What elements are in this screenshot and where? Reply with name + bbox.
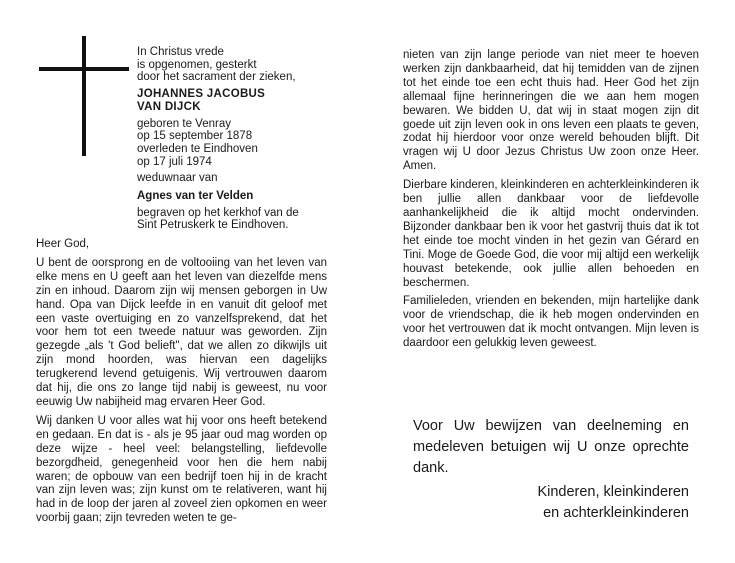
right-card-panel — [376, 0, 735, 563]
birth-line: op 15 september 1878 — [137, 130, 253, 143]
death-line: op 17 juli 1974 — [137, 155, 212, 168]
header-line: door het sacrament der zieken, — [137, 71, 296, 84]
card-header — [137, 46, 377, 232]
paragraph: nieten van zijn lange periode van niet meer te hoeven werken zijn dankbaarheid, dat hij temidden van de zijnen tot het einde toe een echt thuis had. Heer God het zijn allemaal fijne herinneringen die we aan hem mogen bewaren. We bidden U, dat wij in staat mogen zijn dit goede uit zijn leven ook in ons leven een plaats te geven, zodat hij hierdoor voor onze wereld behouden blijft. Dit vragen wij U door Jezus Christus Uw zoon onze Heer. Amen. — [403, 49, 699, 173]
thanks-note: Voor Uw bewijzen van deelneming en medeleven betuigen wij U onze oprechte dank. — [413, 418, 689, 476]
burial-line: Sint Petruskerk te Eindhoven. — [137, 219, 289, 232]
prayer-text — [36, 238, 327, 531]
deceased-name: VAN DIJCK — [137, 100, 201, 113]
prayer-text-continued — [403, 49, 699, 356]
paragraph: Wij danken U voor alles wat hij voor ons heeft betekend en gedaan. En dat is - als je 95 jaar oud mag worden op deze wijze - heel veel: belangstelling, liefdevolle bezorgdheid, genegenheid voor hen die hem nabij waren; de opbouw van een bedrijf toen hij in de kracht van zijn leven was; zijn kunst om te relativeren, want hij had in de loop der jaren al zoveel zien opkomen en weer voorbij gaan; zijn tevreden weten te ge- — [36, 414, 327, 525]
header-line: In Christus vrede — [137, 46, 224, 58]
death-line: overleden te Eindhoven — [137, 142, 258, 155]
spouse-name: Agnes van ter Velden — [137, 190, 254, 203]
birth-line: geboren te Venray — [137, 117, 231, 130]
deceased-name: JOHANNES JACOBUS — [137, 88, 266, 101]
widower-label: weduwnaar van — [137, 172, 218, 185]
salutation: Heer God, — [36, 238, 90, 250]
paragraph: Dierbare kinderen, kleinkinderen en achterkleinkinderen ik ben jullie allen dankbaar voor de liefdevolle aanhankelijkheid die ik altijd mocht ondervinden. Bijzonder dankbaar ben ik voor het gastvrij thuis dat ik tot het einde toe mocht vinden in het gezin van Gérard en Tini. Moge de Goede God, die voor mij altijd een werkelijk houvast betekende, ook jullie allen behoeden en beschermen. — [403, 179, 699, 289]
signature-line: en achterkleinkinderen — [543, 505, 689, 521]
signature-line: Kinderen, kleinkinderen — [537, 484, 689, 500]
paragraph: Familieleden, vrienden en bekenden, mijn hartelijke dank voor de vriendschap, die ik heb mogen ondervinden en voor het vertrouwen dat ik mocht ontvangen. Mijn leven is daardoor een gelukkig leven geweest. — [403, 295, 699, 350]
burial-line: begraven op het kerkhof van de — [137, 206, 299, 219]
paragraph: U bent de oorsprong en de voltooiing van het leven van elke mens en U geeft aan het leven van diezelfde mens zin en inhoud. Daarom zijn wij mensen geborgen in Uw hand. Opa van Dijck leefde in en vanuit dit geloof met een vaste overtuiging en zo vanzelfsprekend, dat het voor hem tot een tweede natuur was geworden. Zijn gezegde „als 't God belieft", dat we allen zo dikwijls uit zijn mond hoorden, was hiervan een dagelijks terugkerend levend getuigenis. Wij vertrouwen daarom dat hij, die ons zo lange tijd nabij is geweest, nu voor eeuwig Uw nabijheid mag ervaren Heer God. — [36, 256, 327, 408]
header-line: is opgenomen, gesterkt — [137, 58, 257, 71]
family-signature — [529, 482, 689, 524]
